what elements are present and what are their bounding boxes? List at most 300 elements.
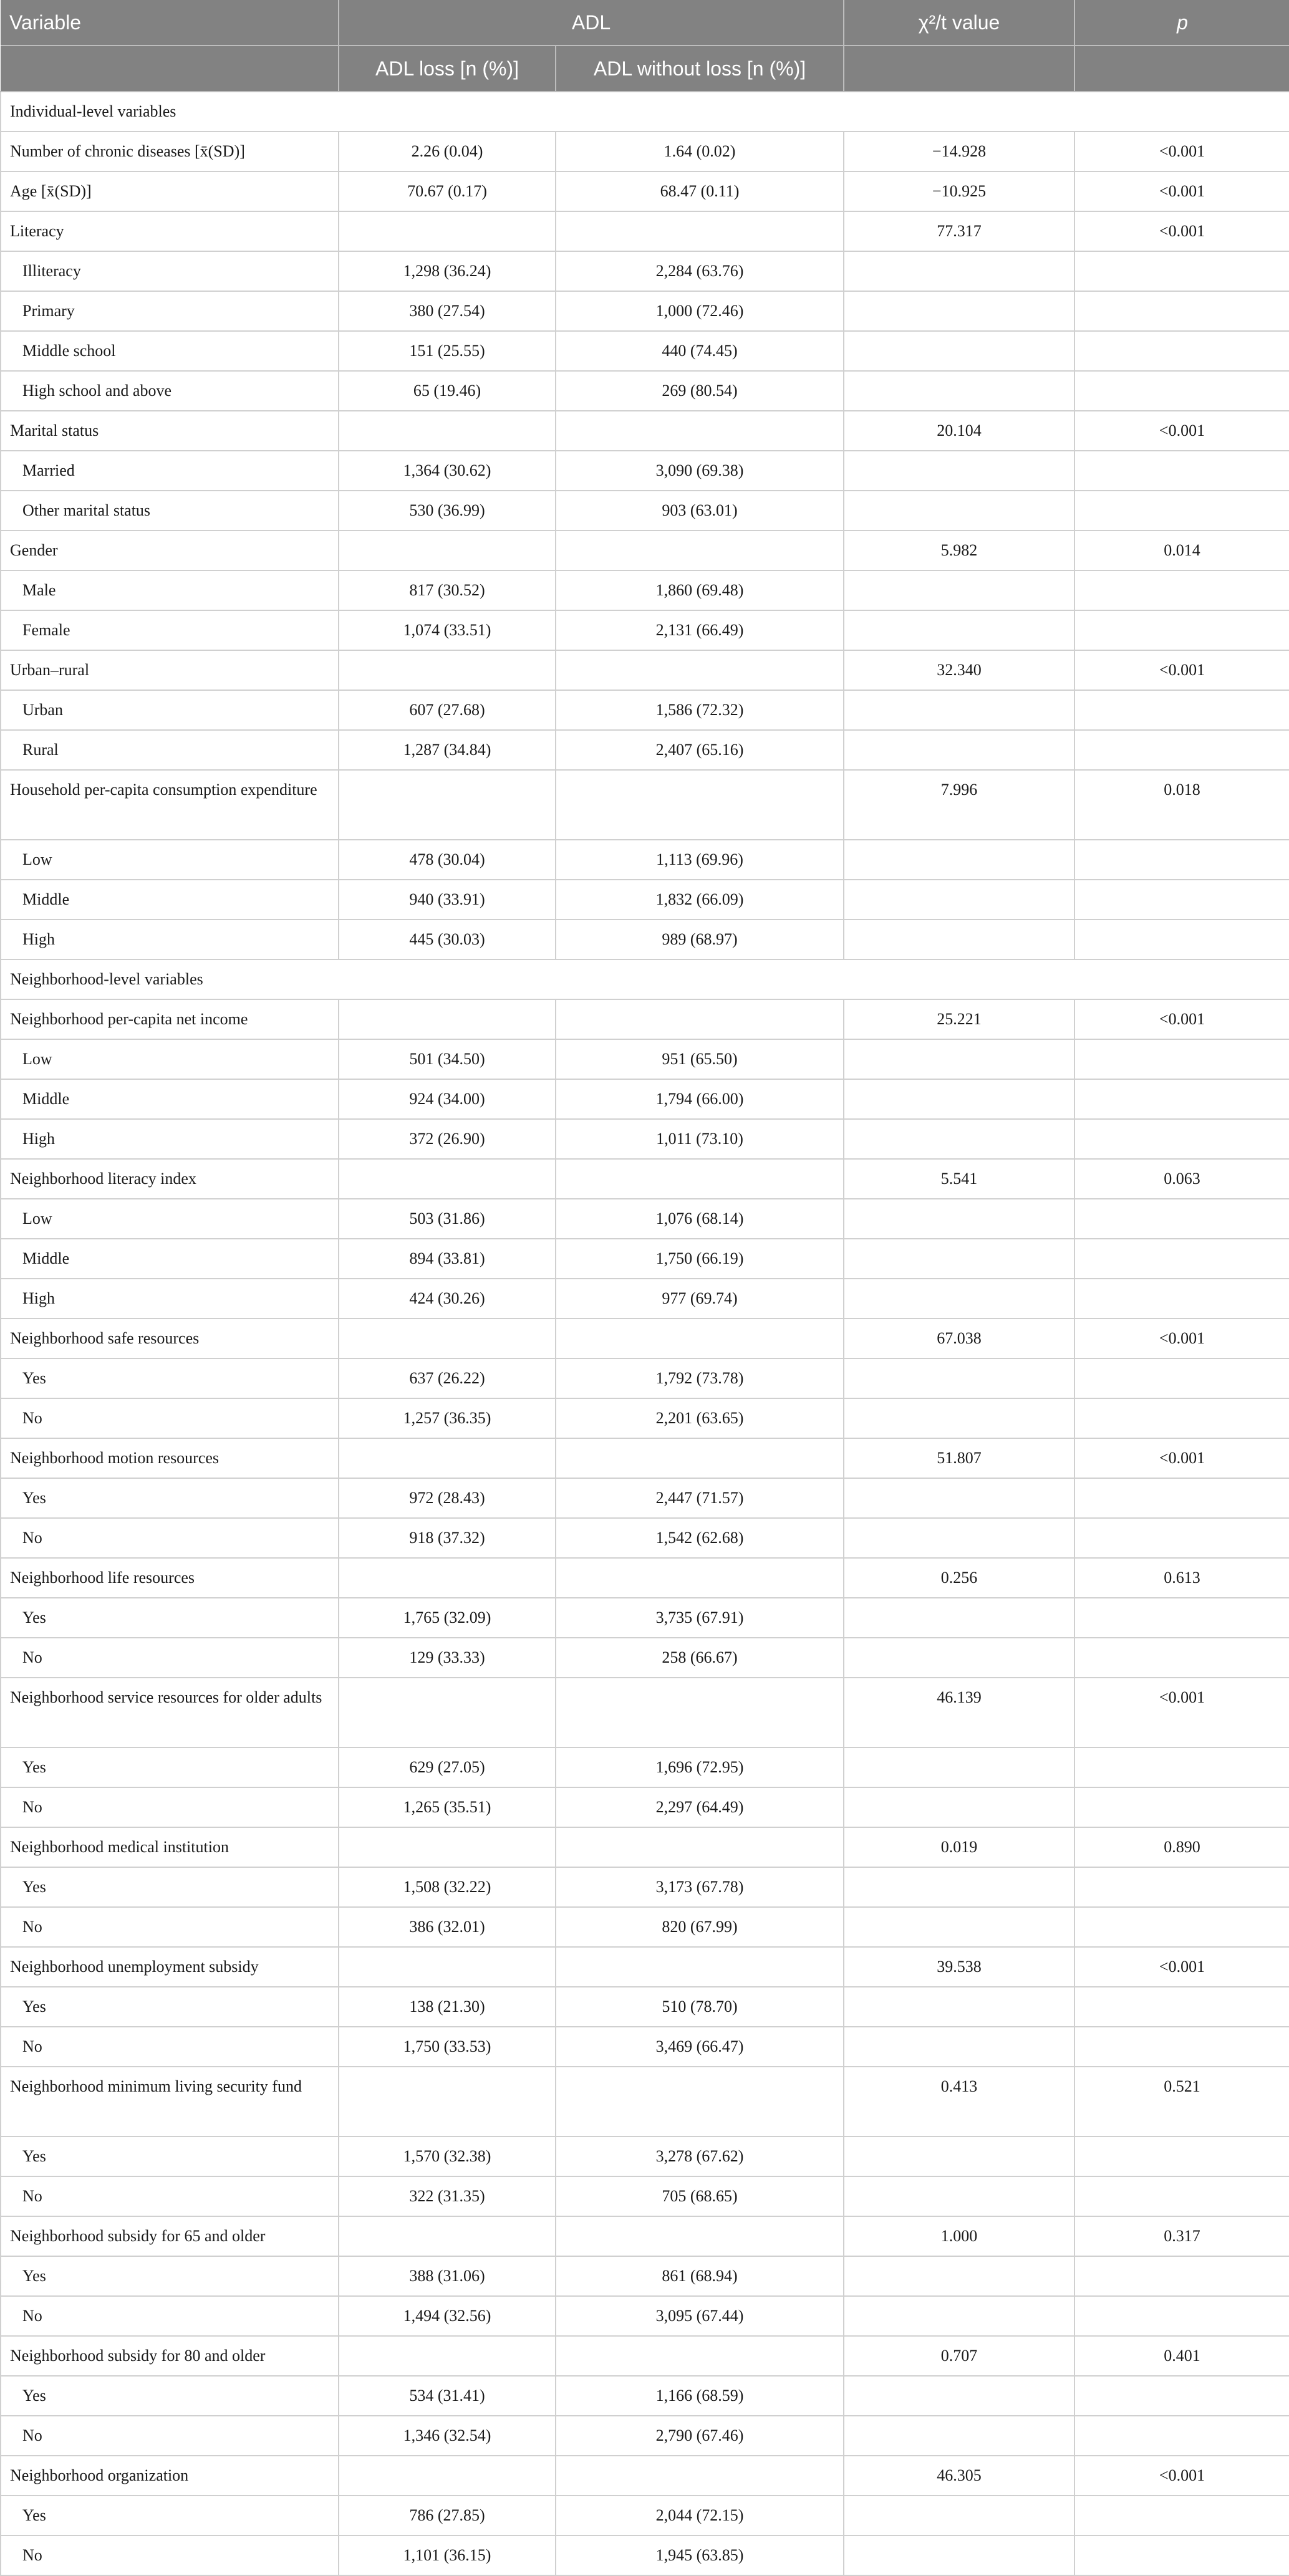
table-row bbox=[1, 2456, 1289, 2496]
adl-without-loss-cell: 2,131 (66.49) bbox=[556, 610, 844, 650]
adl-loss-cell: 924 (34.00) bbox=[339, 1079, 556, 1119]
adl-loss-cell: 1,074 (33.51) bbox=[339, 610, 556, 650]
p-value-cell: <0.001 bbox=[1074, 132, 1289, 171]
adl-loss-cell: 138 (21.30) bbox=[339, 1987, 556, 2027]
adl-without-loss-cell: 1,794 (66.00) bbox=[556, 1079, 844, 1119]
adl-loss-cell: 424 (30.26) bbox=[339, 1279, 556, 1319]
stat-value-cell bbox=[844, 1598, 1074, 1638]
stat-value-cell bbox=[844, 840, 1074, 880]
variable-cell: Gender bbox=[1, 531, 339, 570]
adl-loss-cell bbox=[339, 1558, 556, 1598]
variable-cell: No bbox=[1, 1907, 339, 1947]
p-value-cell bbox=[1074, 840, 1289, 880]
variable-cell: Middle school bbox=[1, 331, 339, 371]
p-value-cell bbox=[1074, 2496, 1289, 2535]
adl-without-loss-cell: 903 (63.01) bbox=[556, 491, 844, 531]
adl-without-loss-cell: 1,586 (72.32) bbox=[556, 690, 844, 730]
stat-value-cell bbox=[844, 1119, 1074, 1159]
adl-loss-cell: 2.26 (0.04) bbox=[339, 132, 556, 171]
p-value-cell bbox=[1074, 2027, 1289, 2067]
adl-without-loss-cell: 1,696 (72.95) bbox=[556, 1747, 844, 1787]
adl-loss-cell: 607 (27.68) bbox=[339, 690, 556, 730]
header-blank-2 bbox=[844, 46, 1074, 92]
stat-value-cell bbox=[844, 1039, 1074, 1079]
adl-without-loss-cell bbox=[556, 770, 844, 840]
stat-value-cell: 0.707 bbox=[844, 2336, 1074, 2376]
header-adl: ADL bbox=[339, 0, 844, 46]
table-row bbox=[1, 2256, 1289, 2296]
stat-value-cell bbox=[844, 610, 1074, 650]
p-value-cell bbox=[1074, 331, 1289, 371]
variable-cell: Low bbox=[1, 1039, 339, 1079]
variable-cell: Neighborhood medical institution bbox=[1, 1827, 339, 1867]
adl-loss-cell: 1,364 (30.62) bbox=[339, 451, 556, 491]
adl-loss-cell: 1,346 (32.54) bbox=[339, 2416, 556, 2456]
stat-value-cell: 0.019 bbox=[844, 1827, 1074, 1867]
stat-value-cell bbox=[844, 2136, 1074, 2176]
variable-cell: Yes bbox=[1, 1358, 339, 1398]
adl-without-loss-cell: 1,832 (66.09) bbox=[556, 880, 844, 920]
p-value-cell bbox=[1074, 1987, 1289, 2027]
stat-value-cell: 67.038 bbox=[844, 1319, 1074, 1358]
adl-without-loss-cell: 1,011 (73.10) bbox=[556, 1119, 844, 1159]
table-row bbox=[1, 2296, 1289, 2336]
adl-without-loss-cell: 1,792 (73.78) bbox=[556, 1358, 844, 1398]
stat-value-cell bbox=[844, 1279, 1074, 1319]
variable-cell: Male bbox=[1, 570, 339, 610]
p-value-cell: <0.001 bbox=[1074, 1947, 1289, 1987]
adl-loss-cell: 1,508 (32.22) bbox=[339, 1867, 556, 1907]
table-row bbox=[1, 1438, 1289, 1478]
section-label: Neighborhood-level variables bbox=[1, 959, 1289, 999]
adl-loss-cell bbox=[339, 2067, 556, 2136]
variable-cell: Urban bbox=[1, 690, 339, 730]
variable-cell: Neighborhood literacy index bbox=[1, 1159, 339, 1199]
table-row bbox=[1, 840, 1289, 880]
stat-value-cell bbox=[844, 2376, 1074, 2416]
p-value-cell bbox=[1074, 1518, 1289, 1558]
adl-without-loss-cell: 989 (68.97) bbox=[556, 920, 844, 959]
variable-cell: Marital status bbox=[1, 411, 339, 451]
table-row bbox=[1, 2216, 1289, 2256]
p-value-cell bbox=[1074, 2535, 1289, 2575]
variable-cell: Neighborhood service resources for older adults bbox=[1, 1678, 339, 1747]
adl-without-loss-cell: 68.47 (0.11) bbox=[556, 171, 844, 211]
table-row bbox=[1, 1638, 1289, 1678]
adl-loss-cell: 918 (37.32) bbox=[339, 1518, 556, 1558]
table-row bbox=[1, 1947, 1289, 1987]
adl-without-loss-cell bbox=[556, 2336, 844, 2376]
adl-without-loss-cell: 1,750 (66.19) bbox=[556, 1239, 844, 1279]
adl-without-loss-cell: 1,542 (62.68) bbox=[556, 1518, 844, 1558]
table-row bbox=[1, 1358, 1289, 1398]
adl-loss-cell bbox=[339, 770, 556, 840]
stat-value-cell: −10.925 bbox=[844, 171, 1074, 211]
p-value-cell bbox=[1074, 690, 1289, 730]
p-value-cell bbox=[1074, 1239, 1289, 1279]
adl-loss-cell: 151 (25.55) bbox=[339, 331, 556, 371]
stat-value-cell: 46.305 bbox=[844, 2456, 1074, 2496]
table-row bbox=[1, 1199, 1289, 1239]
p-value-cell bbox=[1074, 880, 1289, 920]
p-value-cell bbox=[1074, 1199, 1289, 1239]
p-value-cell bbox=[1074, 920, 1289, 959]
table-row bbox=[1, 730, 1289, 770]
stat-value-cell bbox=[844, 251, 1074, 291]
adl-loss-cell: 445 (30.03) bbox=[339, 920, 556, 959]
table-row bbox=[1, 331, 1289, 371]
adl-loss-cell: 380 (27.54) bbox=[339, 291, 556, 331]
p-value-cell bbox=[1074, 1358, 1289, 1398]
adl-without-loss-cell bbox=[556, 2216, 844, 2256]
adl-loss-cell: 1,101 (36.15) bbox=[339, 2535, 556, 2575]
adl-loss-cell: 817 (30.52) bbox=[339, 570, 556, 610]
variable-cell: Yes bbox=[1, 2136, 339, 2176]
adl-loss-cell: 478 (30.04) bbox=[339, 840, 556, 880]
stat-value-cell: 46.139 bbox=[844, 1678, 1074, 1747]
adl-without-loss-cell: 1,945 (63.85) bbox=[556, 2535, 844, 2575]
table-row bbox=[1, 1787, 1289, 1827]
adl-without-loss-cell: 3,278 (67.62) bbox=[556, 2136, 844, 2176]
adl-without-loss-cell: 510 (78.70) bbox=[556, 1987, 844, 2027]
stat-value-cell: 77.317 bbox=[844, 211, 1074, 251]
adl-without-loss-cell: 3,173 (67.78) bbox=[556, 1867, 844, 1907]
table-row bbox=[1, 920, 1289, 959]
adl-loss-cell: 1,287 (34.84) bbox=[339, 730, 556, 770]
adl-loss-cell: 1,765 (32.09) bbox=[339, 1598, 556, 1638]
table-row bbox=[1, 371, 1289, 411]
variable-cell: No bbox=[1, 2027, 339, 2067]
adl-without-loss-cell: 3,090 (69.38) bbox=[556, 451, 844, 491]
p-value-cell: 0.317 bbox=[1074, 2216, 1289, 2256]
p-value-cell bbox=[1074, 2256, 1289, 2296]
adl-loss-cell: 1,257 (36.35) bbox=[339, 1398, 556, 1438]
variable-cell: Yes bbox=[1, 1867, 339, 1907]
p-value-cell bbox=[1074, 1119, 1289, 1159]
variable-cell: Yes bbox=[1, 1987, 339, 2027]
p-value-cell: <0.001 bbox=[1074, 650, 1289, 690]
header-adl-without-loss: ADL without loss [n (%)] bbox=[556, 46, 844, 92]
table-row bbox=[1, 2416, 1289, 2456]
p-value-cell bbox=[1074, 251, 1289, 291]
header-chi-t-value: χ²/t value bbox=[844, 0, 1074, 46]
variable-cell: No bbox=[1, 2176, 339, 2216]
adl-loss-cell bbox=[339, 411, 556, 451]
p-value-cell bbox=[1074, 1787, 1289, 1827]
adl-loss-cell: 637 (26.22) bbox=[339, 1358, 556, 1398]
stat-value-cell bbox=[844, 491, 1074, 531]
adl-without-loss-cell: 1,076 (68.14) bbox=[556, 1199, 844, 1239]
p-value-cell: 0.063 bbox=[1074, 1159, 1289, 1199]
variable-cell: Neighborhood organization bbox=[1, 2456, 339, 2496]
stat-value-cell bbox=[844, 2027, 1074, 2067]
stat-value-cell: 0.413 bbox=[844, 2067, 1074, 2136]
p-value-cell bbox=[1074, 1907, 1289, 1947]
adl-loss-cell bbox=[339, 999, 556, 1039]
stat-value-cell bbox=[844, 1518, 1074, 1558]
adl-loss-cell: 1,570 (32.38) bbox=[339, 2136, 556, 2176]
header-blank-1 bbox=[1, 46, 339, 92]
p-value-cell bbox=[1074, 2416, 1289, 2456]
p-value-cell: <0.001 bbox=[1074, 1438, 1289, 1478]
adl-loss-cell: 322 (31.35) bbox=[339, 2176, 556, 2216]
table-row bbox=[1, 531, 1289, 570]
header-adl-loss: ADL loss [n (%)] bbox=[339, 46, 556, 92]
adl-without-loss-cell: 1,166 (68.59) bbox=[556, 2376, 844, 2416]
variable-cell: Urban–rural bbox=[1, 650, 339, 690]
adl-without-loss-cell bbox=[556, 2067, 844, 2136]
p-value-cell: <0.001 bbox=[1074, 171, 1289, 211]
table-row bbox=[1, 2176, 1289, 2216]
stat-value-cell bbox=[844, 2535, 1074, 2575]
adl-loss-cell: 129 (33.33) bbox=[339, 1638, 556, 1678]
variable-cell: Married bbox=[1, 451, 339, 491]
adl-loss-cell bbox=[339, 1319, 556, 1358]
adl-loss-cell: 972 (28.43) bbox=[339, 1478, 556, 1518]
p-value-cell bbox=[1074, 371, 1289, 411]
stat-value-cell bbox=[844, 1478, 1074, 1518]
variable-cell: Neighborhood unemployment subsidy bbox=[1, 1947, 339, 1987]
section-row bbox=[1, 959, 1289, 999]
adl-loss-cell: 629 (27.05) bbox=[339, 1747, 556, 1787]
stat-value-cell bbox=[844, 331, 1074, 371]
adl-loss-cell: 503 (31.86) bbox=[339, 1199, 556, 1239]
stat-value-cell bbox=[844, 1079, 1074, 1119]
adl-loss-cell: 501 (34.50) bbox=[339, 1039, 556, 1079]
adl-loss-cell bbox=[339, 2216, 556, 2256]
adl-without-loss-cell bbox=[556, 531, 844, 570]
adl-loss-cell: 894 (33.81) bbox=[339, 1239, 556, 1279]
variable-cell: Primary bbox=[1, 291, 339, 331]
stat-value-cell: 39.538 bbox=[844, 1947, 1074, 1987]
variable-cell: No bbox=[1, 1518, 339, 1558]
p-value-cell: <0.001 bbox=[1074, 1678, 1289, 1747]
adl-without-loss-cell: 2,044 (72.15) bbox=[556, 2496, 844, 2535]
adl-without-loss-cell: 3,735 (67.91) bbox=[556, 1598, 844, 1638]
table-row bbox=[1, 1827, 1289, 1867]
table-row bbox=[1, 2067, 1289, 2136]
p-value-cell bbox=[1074, 451, 1289, 491]
stat-value-cell bbox=[844, 920, 1074, 959]
table-row bbox=[1, 171, 1289, 211]
adl-loss-cell bbox=[339, 1827, 556, 1867]
table-body bbox=[1, 92, 1289, 2575]
adl-loss-cell: 1,298 (36.24) bbox=[339, 251, 556, 291]
table-row bbox=[1, 2535, 1289, 2575]
stat-value-cell bbox=[844, 1239, 1074, 1279]
table-row bbox=[1, 132, 1289, 171]
p-value-cell bbox=[1074, 610, 1289, 650]
variable-cell: Yes bbox=[1, 2256, 339, 2296]
stat-value-cell: 20.104 bbox=[844, 411, 1074, 451]
adl-without-loss-cell: 269 (80.54) bbox=[556, 371, 844, 411]
table-row bbox=[1, 491, 1289, 531]
p-value-cell: <0.001 bbox=[1074, 2456, 1289, 2496]
table-row bbox=[1, 2136, 1289, 2176]
stat-value-cell bbox=[844, 2496, 1074, 2535]
table-row bbox=[1, 1239, 1289, 1279]
variable-cell: Middle bbox=[1, 1079, 339, 1119]
table-row bbox=[1, 690, 1289, 730]
table-row bbox=[1, 770, 1289, 840]
stat-value-cell: 51.807 bbox=[844, 1438, 1074, 1478]
variable-cell: No bbox=[1, 1398, 339, 1438]
stat-value-cell bbox=[844, 1398, 1074, 1438]
stat-value-cell bbox=[844, 1358, 1074, 1398]
variable-cell: Yes bbox=[1, 1478, 339, 1518]
table-row bbox=[1, 880, 1289, 920]
adl-without-loss-cell: 258 (66.67) bbox=[556, 1638, 844, 1678]
p-value-cell: <0.001 bbox=[1074, 1319, 1289, 1358]
p-value-cell bbox=[1074, 1039, 1289, 1079]
table-row bbox=[1, 1319, 1289, 1358]
variable-cell: Other marital status bbox=[1, 491, 339, 531]
stat-value-cell bbox=[844, 2256, 1074, 2296]
stat-value-cell bbox=[844, 1867, 1074, 1907]
adl-without-loss-cell: 3,469 (66.47) bbox=[556, 2027, 844, 2067]
variable-cell: Low bbox=[1, 840, 339, 880]
stat-value-cell: 5.541 bbox=[844, 1159, 1074, 1199]
table-row bbox=[1, 1478, 1289, 1518]
adl-without-loss-cell bbox=[556, 2456, 844, 2496]
adl-loss-cell bbox=[339, 650, 556, 690]
adl-loss-cell bbox=[339, 2336, 556, 2376]
adl-without-loss-cell bbox=[556, 1159, 844, 1199]
table-row bbox=[1, 610, 1289, 650]
table-row bbox=[1, 1987, 1289, 2027]
stat-value-cell bbox=[844, 1787, 1074, 1827]
stat-value-cell bbox=[844, 1747, 1074, 1787]
table-row bbox=[1, 1079, 1289, 1119]
p-value-cell: 0.401 bbox=[1074, 2336, 1289, 2376]
p-value-cell: 0.014 bbox=[1074, 531, 1289, 570]
adl-without-loss-cell: 1,860 (69.48) bbox=[556, 570, 844, 610]
stat-value-cell: 32.340 bbox=[844, 650, 1074, 690]
adl-without-loss-cell: 820 (67.99) bbox=[556, 1907, 844, 1947]
adl-without-loss-cell bbox=[556, 211, 844, 251]
adl-loss-cell: 65 (19.46) bbox=[339, 371, 556, 411]
table-row bbox=[1, 1039, 1289, 1079]
p-value-cell bbox=[1074, 291, 1289, 331]
table-row bbox=[1, 999, 1289, 1039]
stat-value-cell bbox=[844, 690, 1074, 730]
stat-value-cell bbox=[844, 2416, 1074, 2456]
stat-value-cell bbox=[844, 1638, 1074, 1678]
stat-value-cell bbox=[844, 1907, 1074, 1947]
variable-cell: Female bbox=[1, 610, 339, 650]
adl-without-loss-cell: 2,284 (63.76) bbox=[556, 251, 844, 291]
variable-cell: Neighborhood motion resources bbox=[1, 1438, 339, 1478]
adl-loss-cell: 1,494 (32.56) bbox=[339, 2296, 556, 2336]
header-p: p bbox=[1074, 0, 1289, 46]
variable-cell: Neighborhood subsidy for 65 and older bbox=[1, 2216, 339, 2256]
p-value-cell: 0.613 bbox=[1074, 1558, 1289, 1598]
stat-value-cell bbox=[844, 2296, 1074, 2336]
variable-cell: Literacy bbox=[1, 211, 339, 251]
variable-cell: High bbox=[1, 920, 339, 959]
adl-without-loss-cell: 440 (74.45) bbox=[556, 331, 844, 371]
header-blank-3 bbox=[1074, 46, 1289, 92]
variable-cell: Yes bbox=[1, 1747, 339, 1787]
variable-cell: No bbox=[1, 1638, 339, 1678]
table-row bbox=[1, 291, 1289, 331]
variable-cell: Yes bbox=[1, 2376, 339, 2416]
p-value-cell bbox=[1074, 2296, 1289, 2336]
adl-without-loss-cell: 1.64 (0.02) bbox=[556, 132, 844, 171]
stat-value-cell: 25.221 bbox=[844, 999, 1074, 1039]
table-row bbox=[1, 650, 1289, 690]
p-value-cell: <0.001 bbox=[1074, 411, 1289, 451]
table-row bbox=[1, 1279, 1289, 1319]
table-row bbox=[1, 1159, 1289, 1199]
table-row bbox=[1, 1398, 1289, 1438]
adl-loss-cell bbox=[339, 531, 556, 570]
adl-without-loss-cell bbox=[556, 999, 844, 1039]
table-row bbox=[1, 1518, 1289, 1558]
adl-without-loss-cell bbox=[556, 411, 844, 451]
section-label: Individual-level variables bbox=[1, 92, 1289, 132]
adl-loss-cell: 388 (31.06) bbox=[339, 2256, 556, 2296]
variable-cell: Middle bbox=[1, 880, 339, 920]
adl-without-loss-cell: 2,407 (65.16) bbox=[556, 730, 844, 770]
table-row bbox=[1, 1558, 1289, 1598]
adl-loss-cell: 940 (33.91) bbox=[339, 880, 556, 920]
adl-without-loss-cell: 1,113 (69.96) bbox=[556, 840, 844, 880]
stat-value-cell: 0.256 bbox=[844, 1558, 1074, 1598]
variable-cell: Yes bbox=[1, 1598, 339, 1638]
p-value-cell bbox=[1074, 1478, 1289, 1518]
p-value-cell bbox=[1074, 2136, 1289, 2176]
adl-without-loss-cell bbox=[556, 1678, 844, 1747]
stat-value-cell bbox=[844, 451, 1074, 491]
stat-value-cell bbox=[844, 570, 1074, 610]
adl-without-loss-cell bbox=[556, 1827, 844, 1867]
adl-without-loss-cell: 3,095 (67.44) bbox=[556, 2296, 844, 2336]
table-row bbox=[1, 570, 1289, 610]
adl-loss-cell bbox=[339, 1678, 556, 1747]
table-row bbox=[1, 251, 1289, 291]
table-row bbox=[1, 1867, 1289, 1907]
variable-cell: High school and above bbox=[1, 371, 339, 411]
table-row bbox=[1, 451, 1289, 491]
variable-cell: Neighborhood per-capita net income bbox=[1, 999, 339, 1039]
adl-without-loss-cell: 977 (69.74) bbox=[556, 1279, 844, 1319]
p-value-cell bbox=[1074, 1598, 1289, 1638]
adl-loss-cell bbox=[339, 1947, 556, 1987]
p-value-cell bbox=[1074, 1279, 1289, 1319]
adl-without-loss-cell: 2,790 (67.46) bbox=[556, 2416, 844, 2456]
p-value-cell: 0.521 bbox=[1074, 2067, 1289, 2136]
table-row bbox=[1, 1678, 1289, 1747]
variable-cell: Neighborhood life resources bbox=[1, 1558, 339, 1598]
table-row bbox=[1, 1907, 1289, 1947]
adl-without-loss-cell bbox=[556, 1558, 844, 1598]
adl-loss-cell: 534 (31.41) bbox=[339, 2376, 556, 2416]
adl-without-loss-cell bbox=[556, 1438, 844, 1478]
p-value-cell: <0.001 bbox=[1074, 211, 1289, 251]
adl-without-loss-cell bbox=[556, 1947, 844, 1987]
stat-value-cell bbox=[844, 730, 1074, 770]
table-row bbox=[1, 1747, 1289, 1787]
variable-cell: Number of chronic diseases [x̄(SD)] bbox=[1, 132, 339, 171]
variable-cell: Household per-capita consumption expenditure bbox=[1, 770, 339, 840]
p-value-cell bbox=[1074, 2376, 1289, 2416]
table-header bbox=[1, 0, 1289, 92]
p-value-cell bbox=[1074, 1638, 1289, 1678]
variable-cell: Illiteracy bbox=[1, 251, 339, 291]
p-value-cell bbox=[1074, 730, 1289, 770]
adl-loss-cell: 1,265 (35.51) bbox=[339, 1787, 556, 1827]
